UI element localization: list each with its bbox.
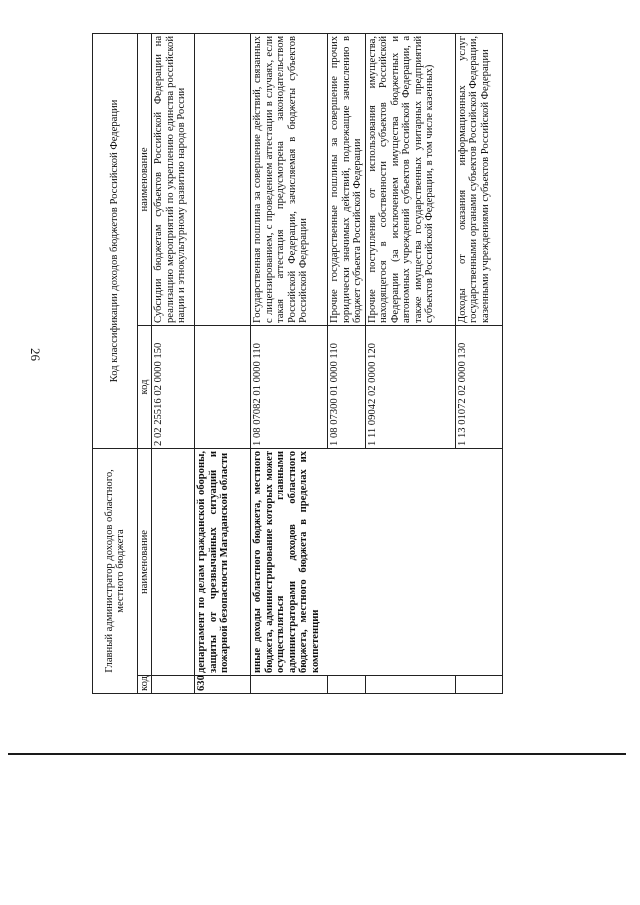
- admin-code-cell: [455, 676, 502, 694]
- admin-name-cell: [152, 448, 195, 675]
- page-number: 26: [28, 348, 43, 361]
- admin-name-cell: иные доходы областного бюджета, местного бюджета, администрирование которых может осуществляться главными администраторами доходов областного бюджета, местного бюджета в пределах их компетенции: [251, 448, 502, 675]
- code-cell: 2 02 25516 02 0000 150: [152, 325, 195, 448]
- code-cell: [195, 325, 251, 448]
- admin-code-cell: [251, 676, 328, 694]
- table-row: [195, 33, 251, 693]
- col-naimenovanie: наименование: [138, 448, 152, 675]
- admin-code-cell: [328, 676, 365, 694]
- admin-name-cell: департамент по делам гражданской обороны, защиты от чрезвычайных ситуаций и пожарной безопасности Магаданской области: [195, 448, 251, 675]
- table-row: [152, 33, 195, 693]
- table-row: [251, 33, 328, 693]
- name-cell: Доходы от оказания информационных услуг государственными органами субъектов Российской Федерации, казенными учреждениями субъектов Российской Федерации: [455, 33, 502, 325]
- code-cell: 1 08 07082 01 0000 110: [251, 325, 328, 448]
- name-cell: Субсидии бюджетам субъектов Российской Федерации на реализацию мероприятий по укреплению единства российской нации и этнокультурному развитию народов России: [152, 33, 195, 325]
- revenue-table-rotated: [92, 34, 494, 694]
- header-classification: Код классификации доходов бюджетов Российской Федерации: [93, 33, 138, 448]
- code-cell: 1 08 07300 01 0000 110: [328, 325, 365, 448]
- table-header-row: [93, 33, 138, 693]
- admin-code-cell: [365, 676, 455, 694]
- name-cell: [195, 33, 251, 325]
- code-cell: 1 13 01072 02 0000 130: [455, 325, 502, 448]
- revenue-classification-table: [92, 33, 503, 694]
- admin-code-cell: 630: [195, 676, 251, 694]
- header-admin: Главный администратор доходов областного, местного бюджета: [93, 448, 138, 693]
- col-naimenovanie2: наименование: [138, 33, 152, 325]
- name-cell: Государственная пошлина за совершение действий, связанных с лицензированием, с проведением аттестации в случаях, если такая аттестация предусмотрена законодательством Российской Федерации, зачисляемая в бюджеты субъектов Российской Федерации: [251, 33, 328, 325]
- name-cell: Прочие государственные пошлины за совершение прочих юридически значимых действий, подлежащие зачислению в бюджет субъекта Российской Федерации: [328, 33, 365, 325]
- col-kod: код: [138, 676, 152, 694]
- name-cell: Прочие поступления от использования имущества, находящегося в собственности субъектов Российской Федерации (за исключением имущества бюджетных и автономных учреждений субъектов Российской Федерации, а также имущества государственных унитарных предприятий субъектов Российской Федерации, в том числе казенных): [365, 33, 455, 325]
- table-subheader-row: [138, 33, 152, 693]
- admin-code-cell: [152, 676, 195, 694]
- col-kod2: код: [138, 325, 152, 448]
- bottom-rule: [8, 753, 626, 755]
- code-cell: 1 11 09042 02 0000 120: [365, 325, 455, 448]
